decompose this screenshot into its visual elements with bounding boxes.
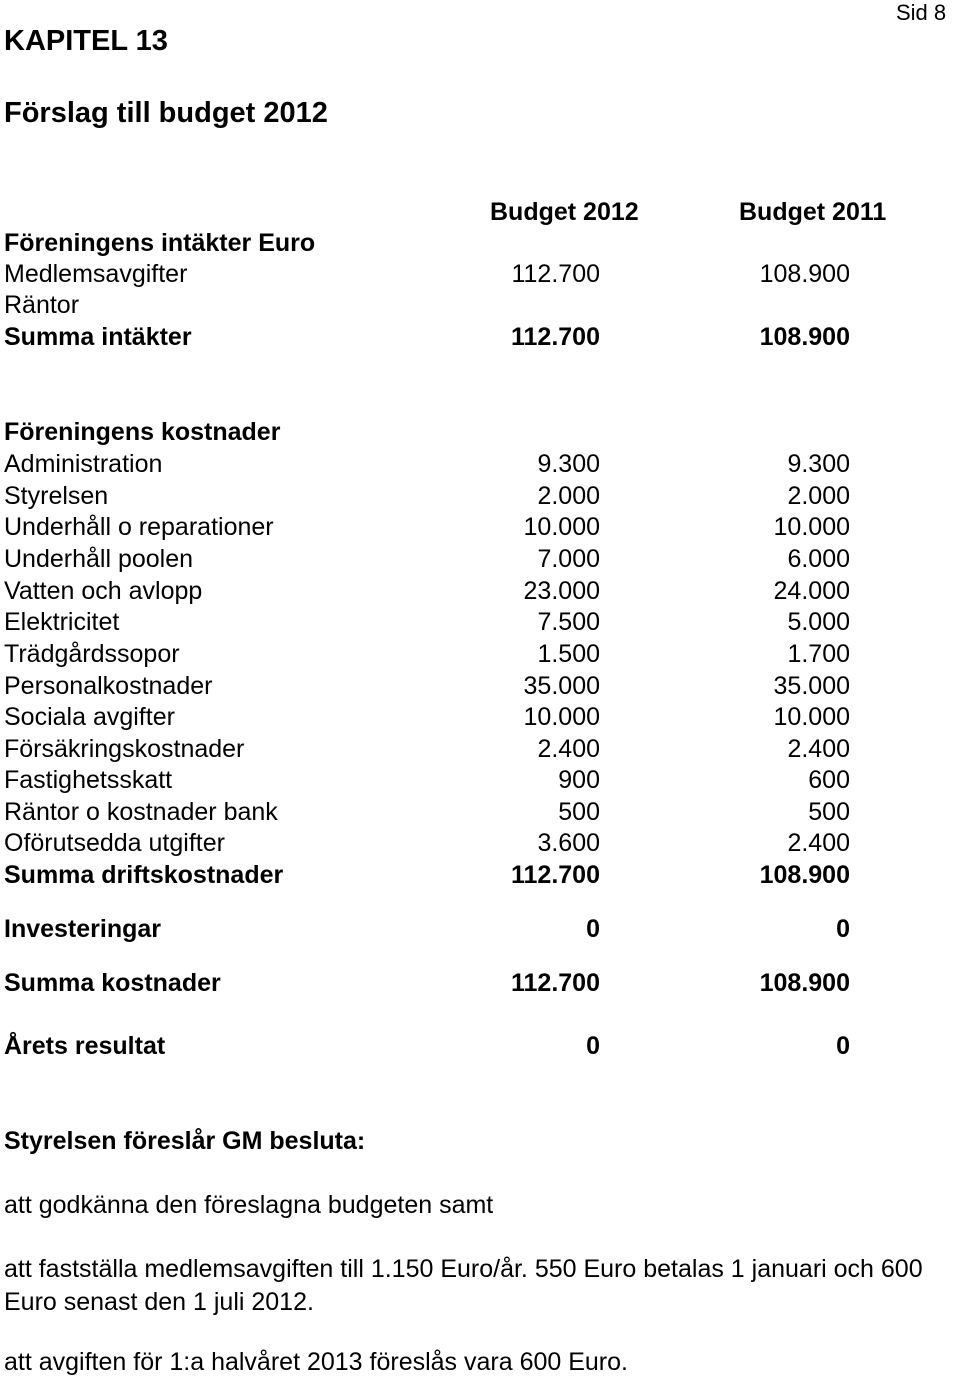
table-row: [0, 484, 960, 514]
value-2012: 9.300: [537, 450, 600, 478]
value-2012: 7.000: [537, 545, 600, 573]
table-row: [0, 768, 960, 798]
row-label: Sociala avgifter: [4, 703, 175, 731]
value-2011: 6.000: [787, 545, 850, 573]
row-label: Personalkostnader: [4, 672, 213, 700]
table-row: [0, 610, 960, 640]
page-title: Förslag till budget 2012: [4, 97, 328, 129]
row-label: Styrelsen: [4, 482, 109, 510]
value-2012: 112.700: [511, 861, 600, 889]
value-2011: 1.700: [787, 640, 850, 668]
value-2012: 23.000: [523, 577, 600, 605]
section-label: Föreningens kostnader: [4, 418, 281, 446]
value-2012: 3.600: [537, 829, 600, 857]
value-2011: 0: [836, 1032, 850, 1060]
value-2011: 600: [808, 766, 850, 794]
value-2012: 10.000: [523, 703, 600, 731]
row-label: Oförutsedda utgifter: [4, 829, 225, 857]
proposal-item: att avgiften för 1:a halvåret 2013 föreslås vara 600 Euro.: [4, 1348, 628, 1376]
value-2012: 112.700: [511, 969, 600, 997]
row-label: Summa intäkter: [4, 323, 192, 351]
row-label: Årets resultat: [4, 1032, 166, 1060]
value-2012: 500: [558, 798, 600, 826]
value-2012: 0: [586, 1032, 600, 1060]
table-row: [0, 642, 960, 672]
costs-total-row: [0, 863, 960, 893]
total-costs-row: [0, 971, 960, 1001]
row-label: Summa driftskostnader: [4, 861, 284, 889]
table-row: [0, 547, 960, 577]
value-2011: 0: [836, 915, 850, 943]
table-row: [0, 293, 960, 323]
value-2011: 2.400: [787, 735, 850, 763]
value-2012: 10.000: [523, 513, 600, 541]
row-label: Underhåll poolen: [4, 545, 194, 573]
column-header-budget-2011: Budget 2011: [739, 198, 887, 226]
value-2011: 10.000: [773, 703, 850, 731]
table-row: [0, 515, 960, 545]
row-label: Elektricitet: [4, 608, 120, 636]
value-2012: 112.700: [511, 323, 600, 351]
table-row: [0, 737, 960, 767]
table-row: [0, 674, 960, 704]
proposal-item: att godkänna den föreslagna budgeten samt: [4, 1191, 494, 1219]
costs-section-header: [0, 420, 960, 450]
row-label: Investeringar: [4, 915, 162, 943]
table-row: [0, 579, 960, 609]
row-label: Räntor o kostnader bank: [4, 798, 278, 826]
row-label: Medlemsavgifter: [4, 260, 188, 288]
section-label: Föreningens intäkter Euro: [4, 229, 316, 257]
value-2011: 10.000: [773, 513, 850, 541]
value-2011: 108.900: [759, 861, 850, 889]
value-2012: 1.500: [537, 640, 600, 668]
row-label: Vatten och avlopp: [4, 577, 203, 605]
value-2011: 2.400: [787, 829, 850, 857]
value-2011: 24.000: [773, 577, 850, 605]
proposal-item: att fastställa medlemsavgiften till 1.150 Euro/år. 550 Euro betalas 1 januari och 600 Euro senast den 1 juli 2012.: [4, 1255, 923, 1316]
value-2011: 5.000: [787, 608, 850, 636]
value-2012: 7.500: [537, 608, 600, 636]
chapter-heading: KAPITEL 13: [4, 25, 168, 57]
value-2012: 35.000: [523, 672, 600, 700]
table-row: [0, 831, 960, 861]
value-2011: 108.900: [759, 323, 850, 351]
table-row: [0, 452, 960, 482]
proposal-heading: Styrelsen föreslår GM besluta:: [4, 1127, 366, 1155]
value-2011: 108.900: [759, 969, 850, 997]
table-row: [0, 705, 960, 735]
value-2011: 35.000: [773, 672, 850, 700]
table-row: [0, 262, 960, 292]
row-label: Underhåll o reparationer: [4, 513, 274, 541]
value-2012: 900: [558, 766, 600, 794]
row-label: Försäkringskostnader: [4, 735, 245, 763]
income-total-row: [0, 325, 960, 355]
row-label: Räntor: [4, 291, 80, 319]
result-row: [0, 1034, 960, 1064]
value-2011: 9.300: [787, 450, 850, 478]
value-2012: 0: [586, 915, 600, 943]
row-label: Fastighetsskatt: [4, 766, 173, 794]
value-2012: 2.000: [537, 482, 600, 510]
row-label: Summa kostnader: [4, 969, 221, 997]
income-section-header: [0, 231, 960, 261]
investments-row: [0, 917, 960, 947]
value-2011: 2.000: [787, 482, 850, 510]
row-label: Administration: [4, 450, 163, 478]
value-2012: 112.700: [511, 260, 600, 288]
column-header-budget-2012: Budget 2012: [490, 198, 639, 226]
value-2011: 500: [808, 798, 850, 826]
row-label: Trädgårdssopor: [4, 640, 180, 668]
table-row: [0, 800, 960, 830]
page-number: Sid 8: [896, 0, 947, 25]
value-2012: 2.400: [537, 735, 600, 763]
value-2011: 108.900: [759, 260, 850, 288]
